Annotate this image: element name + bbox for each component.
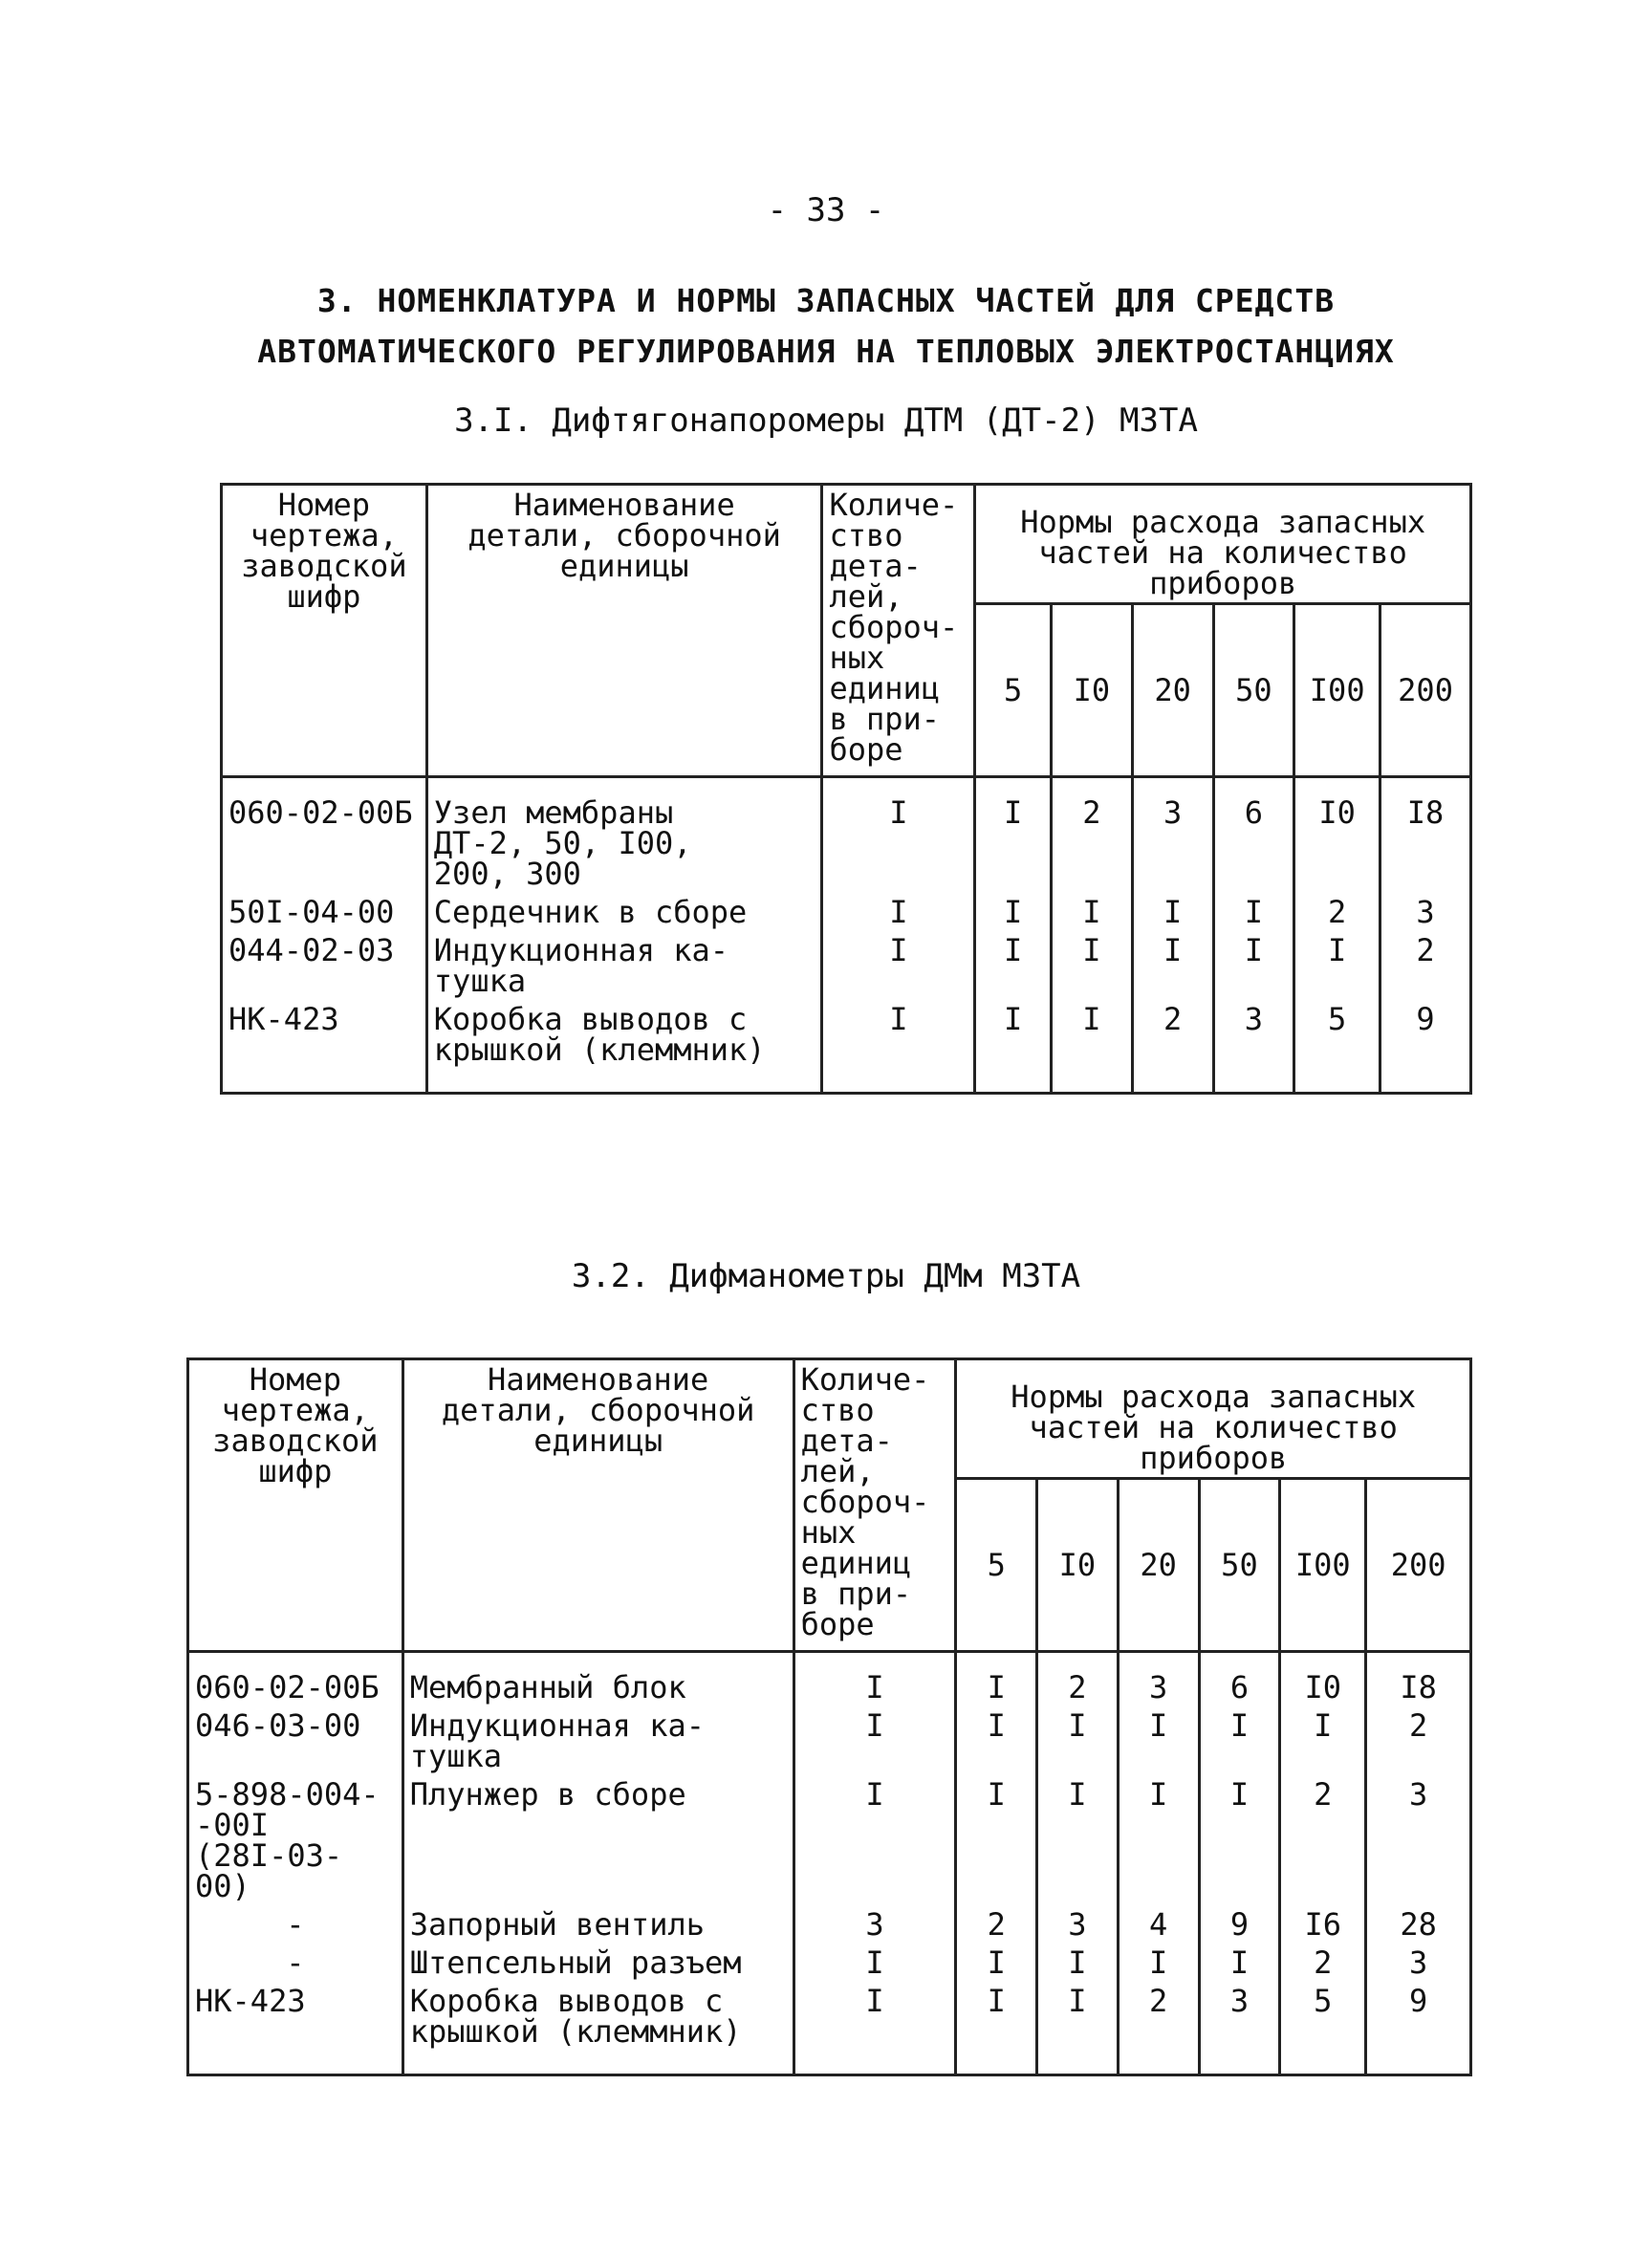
header-count-200: 200 [1380, 604, 1471, 777]
drawing-number: 5-898-004- -00I (28I-03-00) [188, 1775, 403, 1905]
header-count-20: 20 [1132, 604, 1213, 777]
norm-10: 3 [1037, 1905, 1119, 1944]
norm-10: 2 [1052, 777, 1133, 894]
norm-100: I [1280, 1706, 1366, 1775]
norm-100: 5 [1294, 1000, 1380, 1094]
part-quantity: I [793, 1652, 956, 1707]
header-count-50: 50 [1199, 1479, 1280, 1652]
part-quantity: I [793, 1706, 956, 1775]
spare-parts-table-1 [220, 483, 1472, 1095]
norm-5: I [956, 1775, 1037, 1905]
table-row [222, 1000, 1471, 1094]
part-quantity: I [822, 777, 975, 894]
table-row [188, 1905, 1471, 1944]
norm-50: 6 [1199, 1652, 1280, 1707]
norm-50: 6 [1213, 777, 1294, 894]
drawing-number: 044-02-03 [222, 931, 427, 1000]
part-name: Коробка выводов с крышкой (клеммник) [402, 1982, 793, 2075]
part-name: Индукционная ка- тушка [402, 1706, 793, 1775]
page-number: - 33 - [767, 191, 885, 229]
table-row [188, 1775, 1471, 1905]
norm-200: I8 [1366, 1652, 1471, 1707]
norm-20: 3 [1118, 1652, 1199, 1707]
norm-100: I0 [1294, 777, 1380, 894]
heading-line-2: АВТОМАТИЧЕСКОГО РЕГУЛИРОВАНИЯ НА ТЕПЛОВЫХ ЭЛЕКТРОСТАНЦИЯХ [257, 333, 1395, 370]
norm-20: 3 [1132, 777, 1213, 894]
header-count-50: 50 [1213, 604, 1294, 777]
norm-200: 9 [1380, 1000, 1471, 1094]
norm-10: 2 [1037, 1652, 1119, 1707]
norm-20: I [1132, 893, 1213, 931]
drawing-number: 046-03-00 [188, 1706, 403, 1775]
table-row [188, 1944, 1471, 1982]
section1-title: 3.I. Дифтягонапоромеры ДТМ (ДТ-2) МЗТА [454, 402, 1198, 440]
norm-200: 28 [1366, 1905, 1471, 1944]
part-name: Плунжер в сборе [402, 1775, 793, 1905]
norm-5: I [975, 893, 1052, 931]
drawing-number: 50I-04-00 [222, 893, 427, 931]
norm-100: I0 [1280, 1652, 1366, 1707]
part-quantity: I [793, 1982, 956, 2075]
table-row [188, 1652, 1471, 1707]
header-count-10: I0 [1052, 604, 1133, 777]
part-name: Индукционная ка- тушка [426, 931, 822, 1000]
part-name: Штепсельный разъем [402, 1944, 793, 1982]
norm-200: 2 [1366, 1706, 1471, 1775]
norm-20: 2 [1132, 1000, 1213, 1094]
norm-20: 2 [1118, 1982, 1199, 2075]
part-quantity: I [822, 1000, 975, 1094]
norm-10: I [1037, 1982, 1119, 2075]
header-count-200: 200 [1366, 1479, 1471, 1652]
norm-100: 2 [1294, 893, 1380, 931]
drawing-number: - [188, 1905, 403, 1944]
norm-10: I [1052, 1000, 1133, 1094]
norm-50: I [1213, 931, 1294, 1000]
table-row [222, 931, 1471, 1000]
part-name: Сердечник в сборе [426, 893, 822, 931]
header-count-100: I00 [1280, 1479, 1366, 1652]
norm-200: 2 [1380, 931, 1471, 1000]
drawing-number: НК-423 [188, 1982, 403, 2075]
part-name: Узел мембраны ДТ-2, 50, I00, 200, 300 [426, 777, 822, 894]
norm-50: 9 [1199, 1905, 1280, 1944]
norm-200: 3 [1380, 893, 1471, 931]
table-row [188, 1706, 1471, 1775]
header-count-20: 20 [1118, 1479, 1199, 1652]
header-norms: Нормы расхода запасных частей на количество приборов [956, 1359, 1471, 1479]
norm-50: I [1199, 1706, 1280, 1775]
table-row [222, 777, 1471, 894]
header-count-100: I00 [1294, 604, 1380, 777]
header-norms: Нормы расхода запасных частей на количество приборов [975, 485, 1471, 604]
norm-5: I [975, 1000, 1052, 1094]
norm-200: 3 [1366, 1944, 1471, 1982]
norm-5: I [956, 1706, 1037, 1775]
section2-title: 3.2. Дифманометры ДМм МЗТА [571, 1257, 1081, 1295]
table-row [188, 1982, 1471, 2075]
part-quantity: I [822, 931, 975, 1000]
norm-100: 5 [1280, 1982, 1366, 2075]
drawing-number: НК-423 [222, 1000, 427, 1094]
header-count-5: 5 [956, 1479, 1037, 1652]
part-quantity: I [793, 1775, 956, 1905]
norm-5: I [975, 931, 1052, 1000]
norm-20: I [1132, 931, 1213, 1000]
norm-200: 9 [1366, 1982, 1471, 2075]
norm-5: 2 [956, 1905, 1037, 1944]
norm-10: I [1052, 893, 1133, 931]
norm-5: I [975, 777, 1052, 894]
norm-50: I [1199, 1775, 1280, 1905]
header-drawing-number: Номер чертежа, заводской шифр [222, 485, 427, 777]
header-part-name: Наименование детали, сборочной единицы [402, 1359, 793, 1652]
part-name: Коробка выводов с крышкой (клеммник) [426, 1000, 822, 1094]
norm-20: I [1118, 1706, 1199, 1775]
table-row [222, 893, 1471, 931]
norm-10: I [1037, 1944, 1119, 1982]
header-count-5: 5 [975, 604, 1052, 777]
norm-200: 3 [1366, 1775, 1471, 1905]
spare-parts-table-2 [186, 1358, 1472, 2076]
header-count-10: I0 [1037, 1479, 1119, 1652]
drawing-number: - [188, 1944, 403, 1982]
part-name: Мембранный блок [402, 1652, 793, 1707]
part-quantity: I [793, 1944, 956, 1982]
header-quantity: Количе- ство дета- лей, сбороч- ных единиц в при- боре [793, 1359, 956, 1652]
norm-100: 2 [1280, 1775, 1366, 1905]
norm-200: I8 [1380, 777, 1471, 894]
part-name: Запорный вентиль [402, 1905, 793, 1944]
norm-10: I [1052, 931, 1133, 1000]
drawing-number: 060-02-00Б [188, 1652, 403, 1707]
norm-5: I [956, 1944, 1037, 1982]
norm-50: I [1213, 893, 1294, 931]
norm-100: I6 [1280, 1905, 1366, 1944]
part-quantity: 3 [793, 1905, 956, 1944]
norm-10: I [1037, 1706, 1119, 1775]
heading-line-1: 3. НОМЕНКЛАТУРА И НОРМЫ ЗАПАСНЫХ ЧАСТЕЙ ДЛЯ СРЕДСТВ [316, 282, 1336, 319]
norm-50: 3 [1213, 1000, 1294, 1094]
norm-5: I [956, 1652, 1037, 1707]
part-quantity: I [822, 893, 975, 931]
drawing-number: 060-02-00Б [222, 777, 427, 894]
header-quantity: Количе- ство дета- лей, сбороч- ных единиц в при- боре [822, 485, 975, 777]
norm-20: I [1118, 1944, 1199, 1982]
norm-100: I [1294, 931, 1380, 1000]
norm-10: I [1037, 1775, 1119, 1905]
norm-50: I [1199, 1944, 1280, 1982]
header-part-name: Наименование детали, сборочной единицы [426, 485, 822, 777]
norm-50: 3 [1199, 1982, 1280, 2075]
norm-20: I [1118, 1775, 1199, 1905]
norm-5: I [956, 1982, 1037, 2075]
norm-100: 2 [1280, 1944, 1366, 1982]
norm-20: 4 [1118, 1905, 1199, 1944]
header-drawing-number: Номер чертежа, заводской шифр [188, 1359, 403, 1652]
